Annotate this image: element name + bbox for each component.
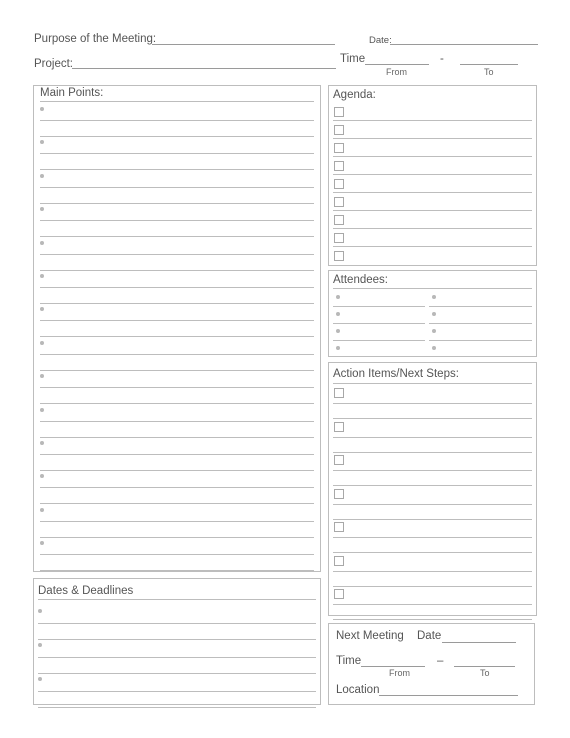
- writing-line[interactable]: [40, 187, 314, 188]
- writing-line[interactable]: [38, 707, 316, 708]
- from-label: From: [386, 67, 407, 77]
- writing-line[interactable]: [333, 323, 425, 324]
- writing-line[interactable]: [40, 320, 314, 321]
- bullet-icon: [40, 374, 44, 378]
- writing-line[interactable]: [333, 138, 532, 139]
- main-points-title-rule: [40, 101, 314, 102]
- action-item-checkbox[interactable]: [334, 522, 344, 532]
- writing-line[interactable]: [333, 504, 532, 505]
- agenda-checkbox[interactable]: [334, 251, 344, 261]
- action-items-title: Action Items/Next Steps:: [333, 368, 459, 380]
- dates-deadlines-title: Dates & Deadlines: [38, 585, 134, 597]
- next-meeting-title: Next Meeting: [336, 630, 404, 642]
- bullet-icon: [432, 312, 436, 316]
- main-points-title: Main Points:: [40, 87, 104, 99]
- writing-line[interactable]: [333, 228, 532, 229]
- writing-line[interactable]: [40, 287, 314, 288]
- writing-line[interactable]: [333, 552, 532, 553]
- agenda-checkbox[interactable]: [334, 107, 344, 117]
- bullet-icon: [40, 541, 44, 545]
- action-items-box: [328, 362, 537, 616]
- action-item-checkbox[interactable]: [334, 388, 344, 398]
- agenda-checkbox[interactable]: [334, 233, 344, 243]
- bullet-icon: [336, 295, 340, 299]
- date-field[interactable]: [390, 44, 538, 45]
- writing-line[interactable]: [40, 437, 314, 438]
- bullet-icon: [40, 441, 44, 445]
- writing-line[interactable]: [333, 174, 532, 175]
- bullet-icon: [40, 241, 44, 245]
- bullet-icon: [40, 408, 44, 412]
- agenda-box: [328, 85, 537, 266]
- writing-line[interactable]: [40, 421, 314, 422]
- action-item-checkbox[interactable]: [334, 455, 344, 465]
- agenda-checkbox[interactable]: [334, 125, 344, 135]
- next-meeting-box: [328, 623, 535, 705]
- writing-line[interactable]: [40, 336, 314, 337]
- next-meeting-time-label: Time: [336, 655, 362, 667]
- writing-line[interactable]: [333, 210, 532, 211]
- writing-line[interactable]: [40, 521, 314, 522]
- writing-line[interactable]: [40, 220, 314, 221]
- writing-line[interactable]: [429, 323, 532, 324]
- writing-line[interactable]: [40, 254, 314, 255]
- bullet-icon: [432, 346, 436, 350]
- agenda-checkbox[interactable]: [334, 179, 344, 189]
- writing-line[interactable]: [38, 623, 316, 624]
- bullet-icon: [336, 312, 340, 316]
- next-meeting-time-from-field[interactable]: [361, 666, 425, 667]
- bullet-icon: [40, 341, 44, 345]
- writing-line[interactable]: [40, 169, 314, 170]
- bullet-icon: [336, 329, 340, 333]
- writing-line[interactable]: [333, 340, 425, 341]
- bullet-icon: [432, 329, 436, 333]
- action-item-checkbox[interactable]: [334, 489, 344, 499]
- bullet-icon: [40, 140, 44, 144]
- writing-line[interactable]: [40, 570, 314, 571]
- bullet-icon: [40, 107, 44, 111]
- writing-line[interactable]: [40, 403, 314, 404]
- writing-line[interactable]: [333, 571, 532, 572]
- writing-line[interactable]: [40, 303, 314, 304]
- writing-line[interactable]: [333, 246, 532, 247]
- writing-line[interactable]: [333, 156, 532, 157]
- time-to-field[interactable]: [460, 64, 518, 65]
- attendees-box: [328, 270, 537, 357]
- writing-line[interactable]: [40, 554, 314, 555]
- project-field[interactable]: [72, 68, 336, 69]
- writing-line[interactable]: [333, 452, 532, 453]
- writing-line[interactable]: [40, 120, 314, 121]
- next-meeting-date-label: Date: [417, 630, 442, 642]
- agenda-checkbox[interactable]: [334, 161, 344, 171]
- time-dash: -: [440, 53, 444, 65]
- writing-line[interactable]: [429, 306, 532, 307]
- writing-line[interactable]: [40, 370, 314, 371]
- to-label: To: [484, 67, 494, 77]
- dates-deadlines-box: [33, 578, 321, 705]
- bullet-icon: [38, 609, 42, 613]
- bullet-icon: [40, 207, 44, 211]
- bullet-icon: [432, 295, 436, 299]
- writing-line[interactable]: [38, 691, 316, 692]
- writing-line[interactable]: [333, 604, 532, 605]
- next-meeting-location-label: Location: [336, 684, 380, 696]
- writing-line[interactable]: [333, 586, 532, 587]
- writing-line[interactable]: [333, 519, 532, 520]
- writing-line[interactable]: [333, 537, 532, 538]
- bullet-icon: [40, 307, 44, 311]
- writing-line[interactable]: [40, 203, 314, 204]
- writing-line[interactable]: [429, 340, 532, 341]
- time-label: Time: [340, 53, 366, 65]
- writing-line[interactable]: [333, 619, 532, 620]
- writing-line[interactable]: [40, 136, 314, 137]
- date-label: Date:: [369, 35, 392, 46]
- main-points-box: [33, 85, 321, 572]
- bullet-icon: [38, 677, 42, 681]
- agenda-title: Agenda:: [333, 89, 376, 101]
- bullet-icon: [40, 274, 44, 278]
- writing-line[interactable]: [333, 192, 532, 193]
- purpose-field[interactable]: [152, 44, 335, 45]
- writing-line[interactable]: [333, 418, 532, 419]
- writing-line[interactable]: [40, 236, 314, 237]
- writing-line[interactable]: [40, 537, 314, 538]
- writing-line[interactable]: [333, 403, 532, 404]
- next-meeting-time-dash: –: [437, 655, 444, 667]
- writing-line[interactable]: [40, 270, 314, 271]
- action-item-checkbox[interactable]: [334, 422, 344, 432]
- writing-line[interactable]: [40, 470, 314, 471]
- writing-line[interactable]: [38, 657, 316, 658]
- writing-line[interactable]: [40, 454, 314, 455]
- agenda-checkbox[interactable]: [334, 143, 344, 153]
- next-meeting-time-to-field[interactable]: [454, 666, 515, 667]
- writing-line[interactable]: [40, 354, 314, 355]
- bullet-icon: [40, 174, 44, 178]
- bullet-icon: [40, 474, 44, 478]
- writing-line[interactable]: [38, 673, 316, 674]
- writing-line[interactable]: [333, 120, 532, 121]
- writing-line[interactable]: [333, 485, 532, 486]
- bullet-icon: [40, 508, 44, 512]
- action-items-title-rule: [333, 383, 532, 384]
- bullet-icon: [336, 346, 340, 350]
- next-meeting-date-field[interactable]: [442, 642, 516, 643]
- next-meeting-to-label: To: [480, 668, 490, 678]
- purpose-label: Purpose of the Meeting:: [34, 33, 157, 45]
- writing-line[interactable]: [333, 437, 532, 438]
- writing-line[interactable]: [40, 503, 314, 504]
- agenda-checkbox[interactable]: [334, 215, 344, 225]
- writing-line[interactable]: [40, 153, 314, 154]
- bullet-icon: [38, 643, 42, 647]
- action-item-checkbox[interactable]: [334, 589, 344, 599]
- project-label: Project:: [34, 58, 73, 70]
- attendees-title: Attendees:: [333, 274, 388, 286]
- writing-line[interactable]: [333, 306, 425, 307]
- agenda-checkbox[interactable]: [334, 197, 344, 207]
- action-item-checkbox[interactable]: [334, 556, 344, 566]
- next-meeting-from-label: From: [389, 668, 410, 678]
- dates-deadlines-title-rule: [38, 599, 316, 600]
- writing-line[interactable]: [333, 470, 532, 471]
- writing-line[interactable]: [38, 639, 316, 640]
- writing-line[interactable]: [40, 487, 314, 488]
- time-from-field[interactable]: [365, 64, 429, 65]
- next-meeting-location-field[interactable]: [379, 695, 518, 696]
- attendees-title-rule: [333, 288, 532, 289]
- writing-line[interactable]: [40, 387, 314, 388]
